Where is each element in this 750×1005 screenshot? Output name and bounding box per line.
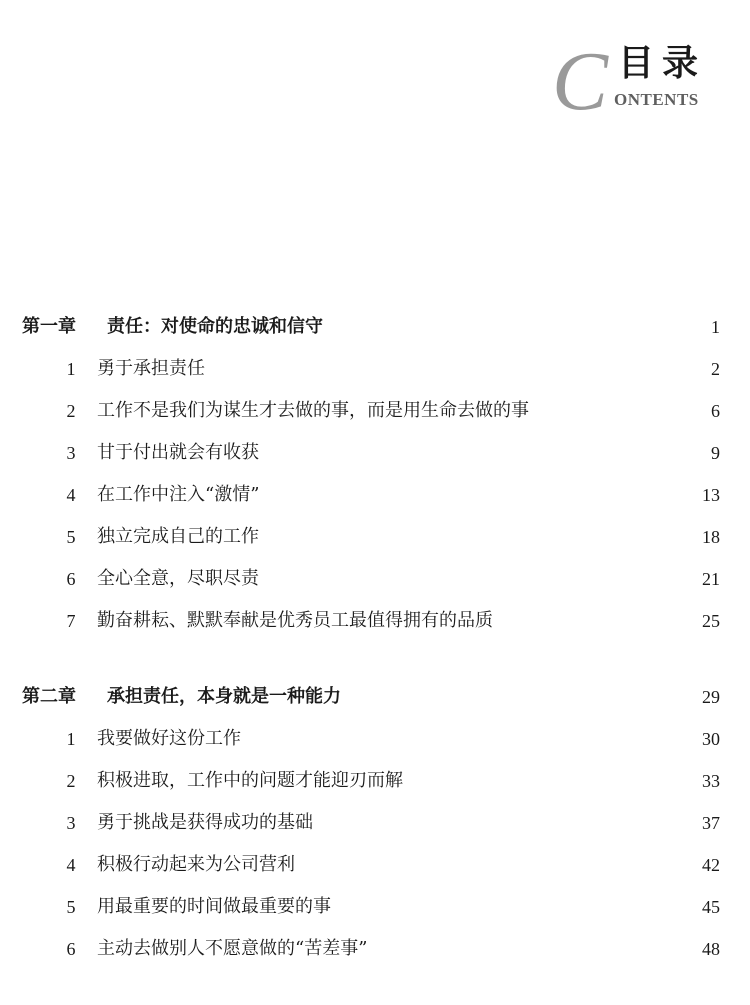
section-title: 勇于挑战是获得成功的基础 (97, 812, 313, 833)
section-page-number: 2 (711, 359, 720, 379)
section-page-number: 13 (702, 485, 720, 505)
section-page-number: 30 (702, 729, 720, 749)
section-page-number: 45 (702, 897, 720, 917)
toc-section-row[interactable] (0, 802, 750, 844)
toc-section-row[interactable] (0, 886, 750, 928)
section-title: 独立完成自己的工作 (97, 526, 259, 547)
chapter-2 (0, 676, 750, 970)
section-page-number: 6 (711, 401, 720, 421)
chapter-heading-row[interactable] (0, 676, 750, 718)
toc-section-row[interactable] (0, 390, 750, 432)
contents-title-english: ONTENTS (614, 90, 699, 109)
toc-section-row[interactable] (0, 516, 750, 558)
section-title: 全心全意，尽职尽责 (97, 568, 259, 589)
section-number: 4 (66, 485, 76, 505)
section-title: 勇于承担责任 (97, 358, 205, 379)
toc-section-row[interactable] (0, 558, 750, 600)
toc-section-row[interactable] (0, 844, 750, 886)
chapter-number: 第一章 (22, 316, 76, 337)
section-number: 4 (66, 855, 76, 875)
section-page-number: 18 (702, 527, 720, 547)
section-number: 7 (66, 611, 76, 631)
section-page-number: 37 (702, 813, 720, 833)
section-number: 6 (66, 939, 76, 959)
section-title: 我要做好这份工作 (97, 728, 241, 749)
section-title: 甘于付出就会有收获 (97, 442, 259, 463)
chapter-number: 第二章 (22, 686, 76, 707)
toc-section-row[interactable] (0, 474, 750, 516)
toc-section-row[interactable] (0, 760, 750, 802)
section-page-number: 33 (702, 771, 720, 791)
section-number: 5 (66, 527, 76, 547)
toc-section-row[interactable] (0, 432, 750, 474)
toc-section-row[interactable] (0, 928, 750, 970)
section-page-number: 48 (702, 939, 720, 959)
section-number: 2 (66, 401, 76, 421)
section-number: 3 (66, 443, 76, 463)
section-title: 工作不是我们为谋生才去做的事，而是用生命去做的事 (97, 400, 529, 421)
contents-header (528, 35, 728, 128)
section-number: 1 (66, 359, 76, 379)
section-page-number: 9 (711, 443, 720, 463)
chapter-1 (0, 306, 750, 642)
contents-title-chinese: 目录 (618, 43, 707, 84)
chapter-page-number: 29 (702, 687, 720, 707)
section-page-number: 42 (702, 855, 720, 875)
section-page-number: 25 (702, 611, 720, 631)
section-number: 5 (66, 897, 76, 917)
toc-section-row[interactable] (0, 348, 750, 390)
section-page-number: 21 (702, 569, 720, 589)
toc-section-row[interactable] (0, 718, 750, 760)
section-title: 主动去做别人不愿意做的“苦差事” (97, 938, 368, 959)
section-number: 3 (66, 813, 76, 833)
section-title: 在工作中注入“激情” (97, 484, 260, 505)
toc-section-row[interactable] (0, 600, 750, 642)
section-number: 2 (66, 771, 76, 791)
chapter-title: 责任：对使命的忠诚和信守 (107, 316, 323, 337)
chapter-title: 承担责任，本身就是一种能力 (107, 686, 341, 707)
section-title: 用最重要的时间做最重要的事 (97, 896, 331, 917)
section-title: 勤奋耕耘、默默奉献是优秀员工最值得拥有的品质 (97, 610, 493, 631)
table-of-contents (0, 306, 750, 970)
chapter-heading-row[interactable] (0, 306, 750, 348)
chapter-page-number: 1 (711, 317, 720, 337)
section-title: 积极行动起来为公司营利 (97, 854, 295, 875)
section-title: 积极进取，工作中的问题才能迎刃而解 (97, 770, 403, 791)
section-number: 6 (66, 569, 76, 589)
section-number: 1 (66, 729, 76, 749)
contents-initial-letter: C (552, 35, 609, 128)
